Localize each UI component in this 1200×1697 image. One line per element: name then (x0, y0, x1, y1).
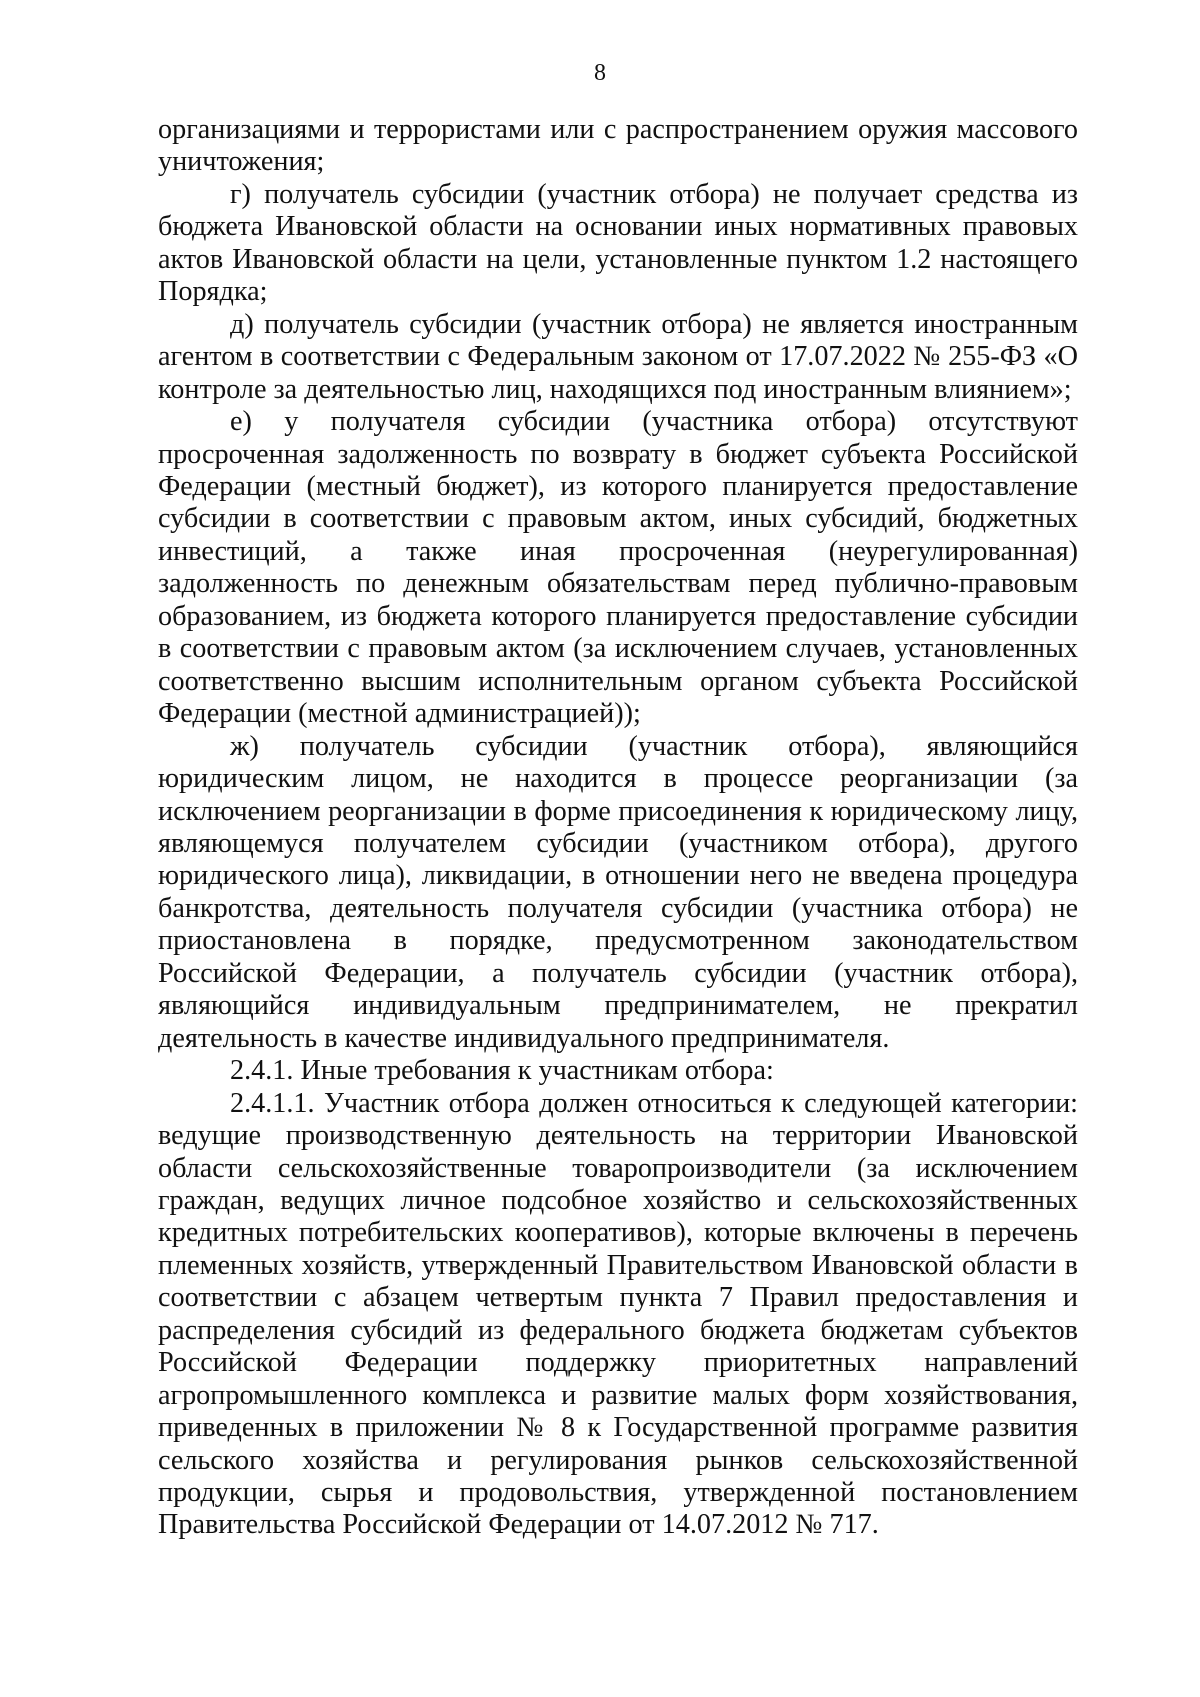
paragraph-item-zh: ж) получатель субсидии (участник отбора), являющийся юридическим лицом, не находится в процессе реорганизации (за исключением реорганизации в форме присоединения к юридическому лицу, являющемуся получателем субсидии (участником отбора), другого юридического лица), ликвидации, в отношении него не введена процедура банкротства, деятельность получателя субсидии (участника отбора) не приостановлена в порядке, предусмотренном законодательством Российской Федерации, а получатель субсидии (участник отбора), являющийся индивидуальным предпринимателем, не прекратил деятельность в качестве индивидуального предпринимателя. (158, 730, 1078, 1054)
document-body (158, 114, 1078, 1542)
paragraph-item-d: д) получатель субсидии (участник отбора) не является иностранным агентом в соответствии с Федеральным законом от 17.07.2022 № 255-ФЗ «О контроле за деятельностью лиц, находящихся под иностранным влиянием»; (158, 308, 1078, 405)
paragraph-continuation: организациями и террористами или с распространением оружия массового уничтожения; (158, 114, 1078, 178)
paragraph-2-4-1: 2.4.1. Иные требования к участникам отбора: (230, 1055, 774, 1087)
page-number: 8 (594, 60, 606, 86)
paragraph-item-g: г) получатель субсидии (участник отбора) не получает средства из бюджета Ивановской области на основании иных нормативных правовых актов Ивановской области на цели, установленные пунктом 1.2 настоящего Порядка; (158, 178, 1078, 308)
paragraph-item-e: е) у получателя субсидии (участника отбора) отсутствуют просроченная задолженность по возврату в бюджет субъекта Российской Федерации (местный бюджет), из которого планируется предоставление субсидии в соответствии с правовым актом, иных субсидий, бюджетных инвестиций, а также иная просроченная (неурегулированная) задолженность по денежным обязательствам перед публично-правовым образованием, из бюджета которого планируется предоставление субсидии в соответствии с правовым актом (за исключением случаев, установленных соответственно высшим исполнительным органом субъекта Российской Федерации (местной администрацией)); (158, 406, 1078, 730)
paragraph-2-4-1-1: 2.4.1.1. Участник отбора должен относиться к следующей категории: ведущие производственную деятельность на территории Ивановской области сельскохозяйственные товаропроизводители (за исключением граждан, ведущих личное подсобное хозяйство и сельскохозяйственных кредитных потребительских кооперативов), которые включены в перечень племенных хозяйств, утвержденный Правительством Ивановской области в соответствии с абзацем четвертым пункта 7 Правил предоставления и распределения субсидий из федерального бюджета бюджетам субъектов Российской Федерации поддержку приоритетных направлений агропромышленного комплекса и развитие малых форм хозяйствования, приведенных в приложении № 8 к Государственной программе развития сельского хозяйства и регулирования рынков сельскохозяйственной продукции, сырья и продовольствия, утвержденной постановлением Правительства Российской Федерации от 14.07.2012 № 717. (158, 1087, 1078, 1541)
